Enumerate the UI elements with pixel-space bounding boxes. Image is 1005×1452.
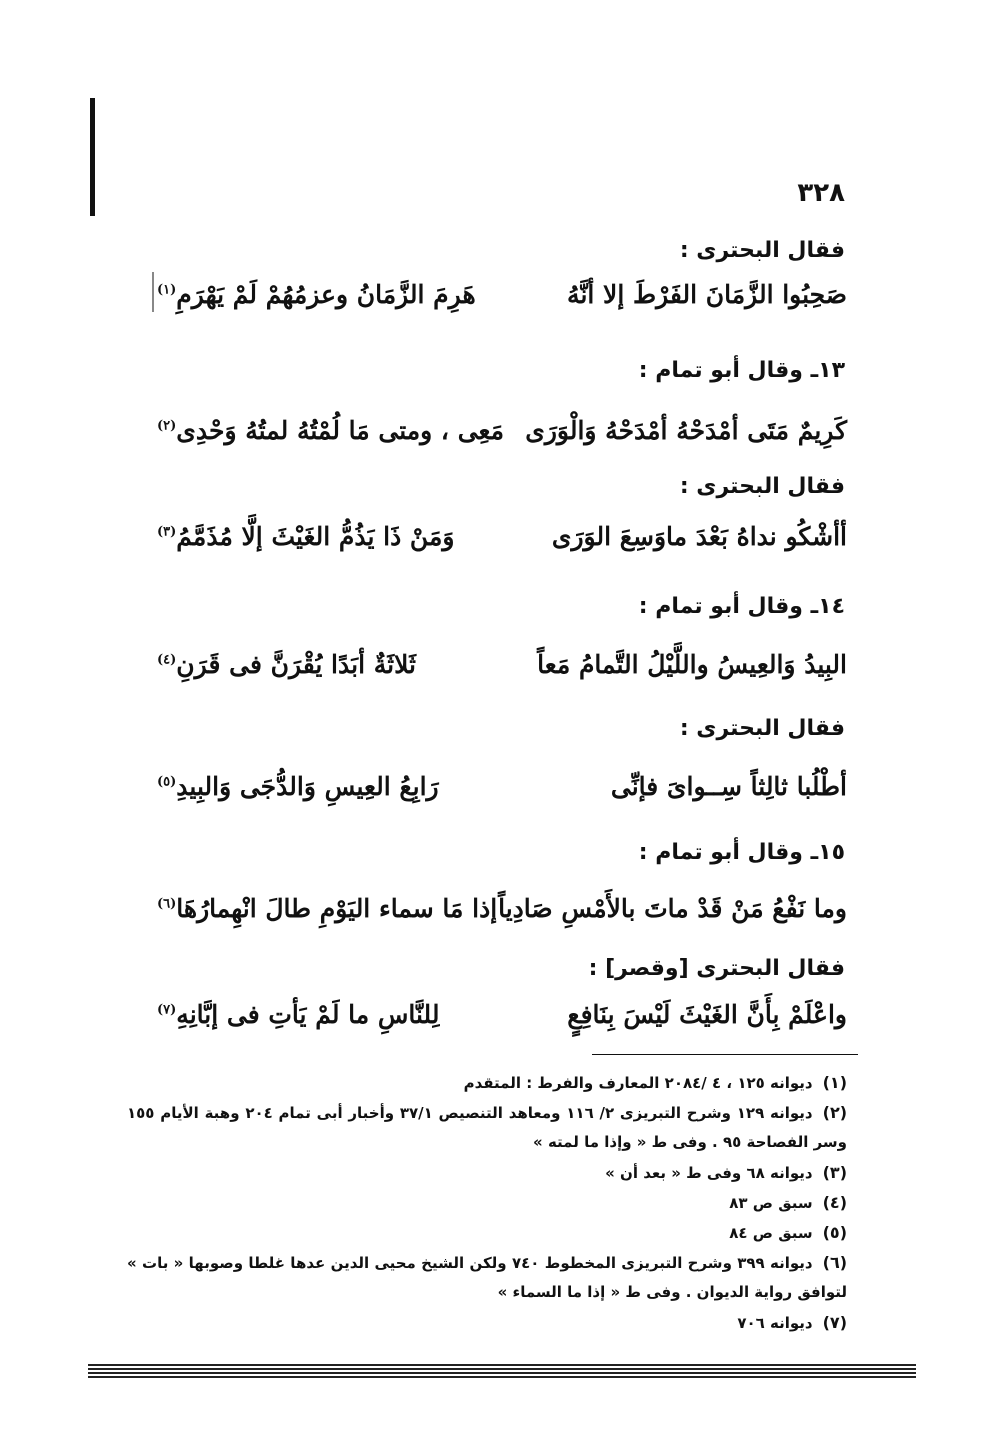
section-heading: فقال البحترى [وقصر] : [588, 956, 845, 981]
footnote-number: (٣) [822, 1162, 847, 1182]
footnote-text: ديوانه ١٢٥ ، ٤ /٢٠٨٤ المعارف والفرط : المتقدم [463, 1074, 813, 1092]
footnote-number: (٤) [822, 1192, 847, 1212]
verse-second-hemistich [157, 522, 454, 551]
section-heading: ١٥ـ وقال أبو تمام : [638, 840, 845, 865]
footnote-text: ديوانه ٧٠٦ [737, 1313, 813, 1332]
footnote [127, 1218, 847, 1248]
section-heading: فقال البحترى : [679, 474, 845, 499]
footnote-number: (١) [822, 1073, 847, 1092]
footnote-number: (٧) [822, 1312, 847, 1332]
verse-first-hemistich: أأشْكُو نداهُ بَعْدَ ماوَسِعَ الوَرَى [551, 522, 847, 551]
section-heading: فقال البحترى : [679, 238, 845, 263]
verse-first-hemistich: واعْلَمْ بِأَنَّ الغَيْثَ لَيْسَ بِنَافِعٍ [567, 1000, 847, 1029]
footnote-text: ديوانه ٦٨ وفى ط « بعد أن » [605, 1163, 813, 1182]
verse-second-text: هَرِمَ الزَّمَانُ وعزمُهُمْ لَمْ يَهْرَمِ [176, 280, 476, 309]
footnote-text: سبق ص ٨٤ [729, 1224, 813, 1243]
verse-second-hemistich [157, 894, 497, 923]
verse-second-text: وَمَنْ ذَا يَذُمُّ الغَيْثَ إلَّا مُذَمَّمُ [176, 522, 455, 551]
verse-second-hemistich [157, 416, 504, 445]
verse-second-text: لِلنَّاسِ ما لَمْ يَأتِ فى إبَّانِهِ [176, 1000, 440, 1029]
verse-first-hemistich: صَحِبُوا الزَّمَانَ الفَرْطَ إلا أنَّهُ [567, 280, 847, 309]
footnote-marker: (٥) [157, 774, 177, 790]
margin-bar [90, 98, 95, 216]
footnote [127, 1158, 847, 1188]
margin-mark [152, 272, 154, 312]
verse-line [157, 1000, 847, 1046]
footnote-marker: (١) [157, 282, 177, 298]
verse-second-text: إذا مَا سماء اليَوْمِ طالَ انْهِمارُهَا [176, 894, 498, 923]
footnote-marker: (٣) [157, 524, 177, 540]
section-heading: ١٤ـ وقال أبو تمام : [638, 594, 845, 619]
page-number: ٣٢٨ [797, 178, 845, 208]
verse-second-text: رَابِعُ العِيسِ وَالدُّجَى وَالبِيدِ [176, 772, 439, 801]
verse-second-hemistich [157, 1000, 439, 1029]
footnote-number: (٦) [822, 1253, 848, 1273]
verse-first-hemistich: وما نَفْعُ مَنْ قَدْ ماتَ بالأَمْسِ صَادِياً [498, 894, 847, 923]
footnote-text: ديوانه ١٢٩ وشرح التبريزى ٢/ ١١٦ ومعاهد التنصيص ٣٧/١ وأخبار أبى تمام ٢٠٤ وهبة الأيام ١٥٥ وسر الفصاحة ٩٥ . وفى ط « وإذا ما لمته » [127, 1104, 847, 1152]
verse-second-text: ثَلاثَةٌ أبَدًا يُقْرَنَّ فى قَرَنِ [176, 650, 416, 679]
verse-line [157, 280, 847, 326]
footnote-number: (٢) [822, 1103, 848, 1123]
footnote [127, 1308, 847, 1338]
footnote-marker: (٦) [157, 896, 177, 912]
bottom-rule-line [88, 1368, 916, 1370]
verse-line [157, 650, 847, 696]
section-heading: فقال البحترى : [679, 716, 845, 741]
footnote [127, 1188, 847, 1218]
verse-line [157, 772, 847, 818]
bottom-rule-line [88, 1364, 916, 1366]
verse-first-hemistich: أطْلُبا ثالِثاً سِــواىَ فإنِّى [610, 772, 847, 801]
bottom-rule-line [88, 1376, 916, 1378]
verse-line [157, 416, 847, 462]
verse-first-hemistich: البِيدُ وَالعِيسُ واللَّيْلُ التَّمامُ مَعاً [537, 650, 847, 679]
footnote-marker: (٧) [157, 1002, 177, 1018]
verse-second-text: مَعِى ، ومتى مَا لُمْتُهُ لمتُهُ وَحْدِى [176, 416, 504, 445]
section-heading: ١٣ـ وقال أبو تمام : [638, 358, 845, 383]
verse-first-hemistich: كَرِيمٌ مَتَى أمْدَحْهُ أمْدَحْهُ وَالْوَرَى [525, 416, 847, 445]
bottom-rule-line [88, 1372, 916, 1374]
footnote-number: (٥) [822, 1223, 847, 1243]
footnote-marker: (٢) [157, 418, 177, 434]
verse-second-hemistich [157, 650, 416, 679]
footnote-text: ديوانه ٣٩٩ وشرح التبريزى المخطوط ٧٤٠ ولكن الشيخ محيى الدين عدها غلطا وصوبها « بات » لتوافق رواية الديوان . وفى ط « إذا ما السماء » [127, 1254, 847, 1302]
footnote-text: سبق ص ٨٣ [729, 1193, 813, 1212]
footnotes [127, 1068, 847, 1338]
footnote [127, 1098, 847, 1157]
footnote [127, 1068, 847, 1098]
verse-line [157, 894, 847, 940]
verse-line [157, 522, 847, 568]
footnote [127, 1248, 847, 1307]
verse-second-hemistich [157, 280, 476, 309]
footnote-marker: (٤) [157, 652, 177, 668]
bottom-border [88, 1364, 916, 1384]
verse-second-hemistich [157, 772, 439, 801]
footnote-separator [592, 1054, 858, 1055]
